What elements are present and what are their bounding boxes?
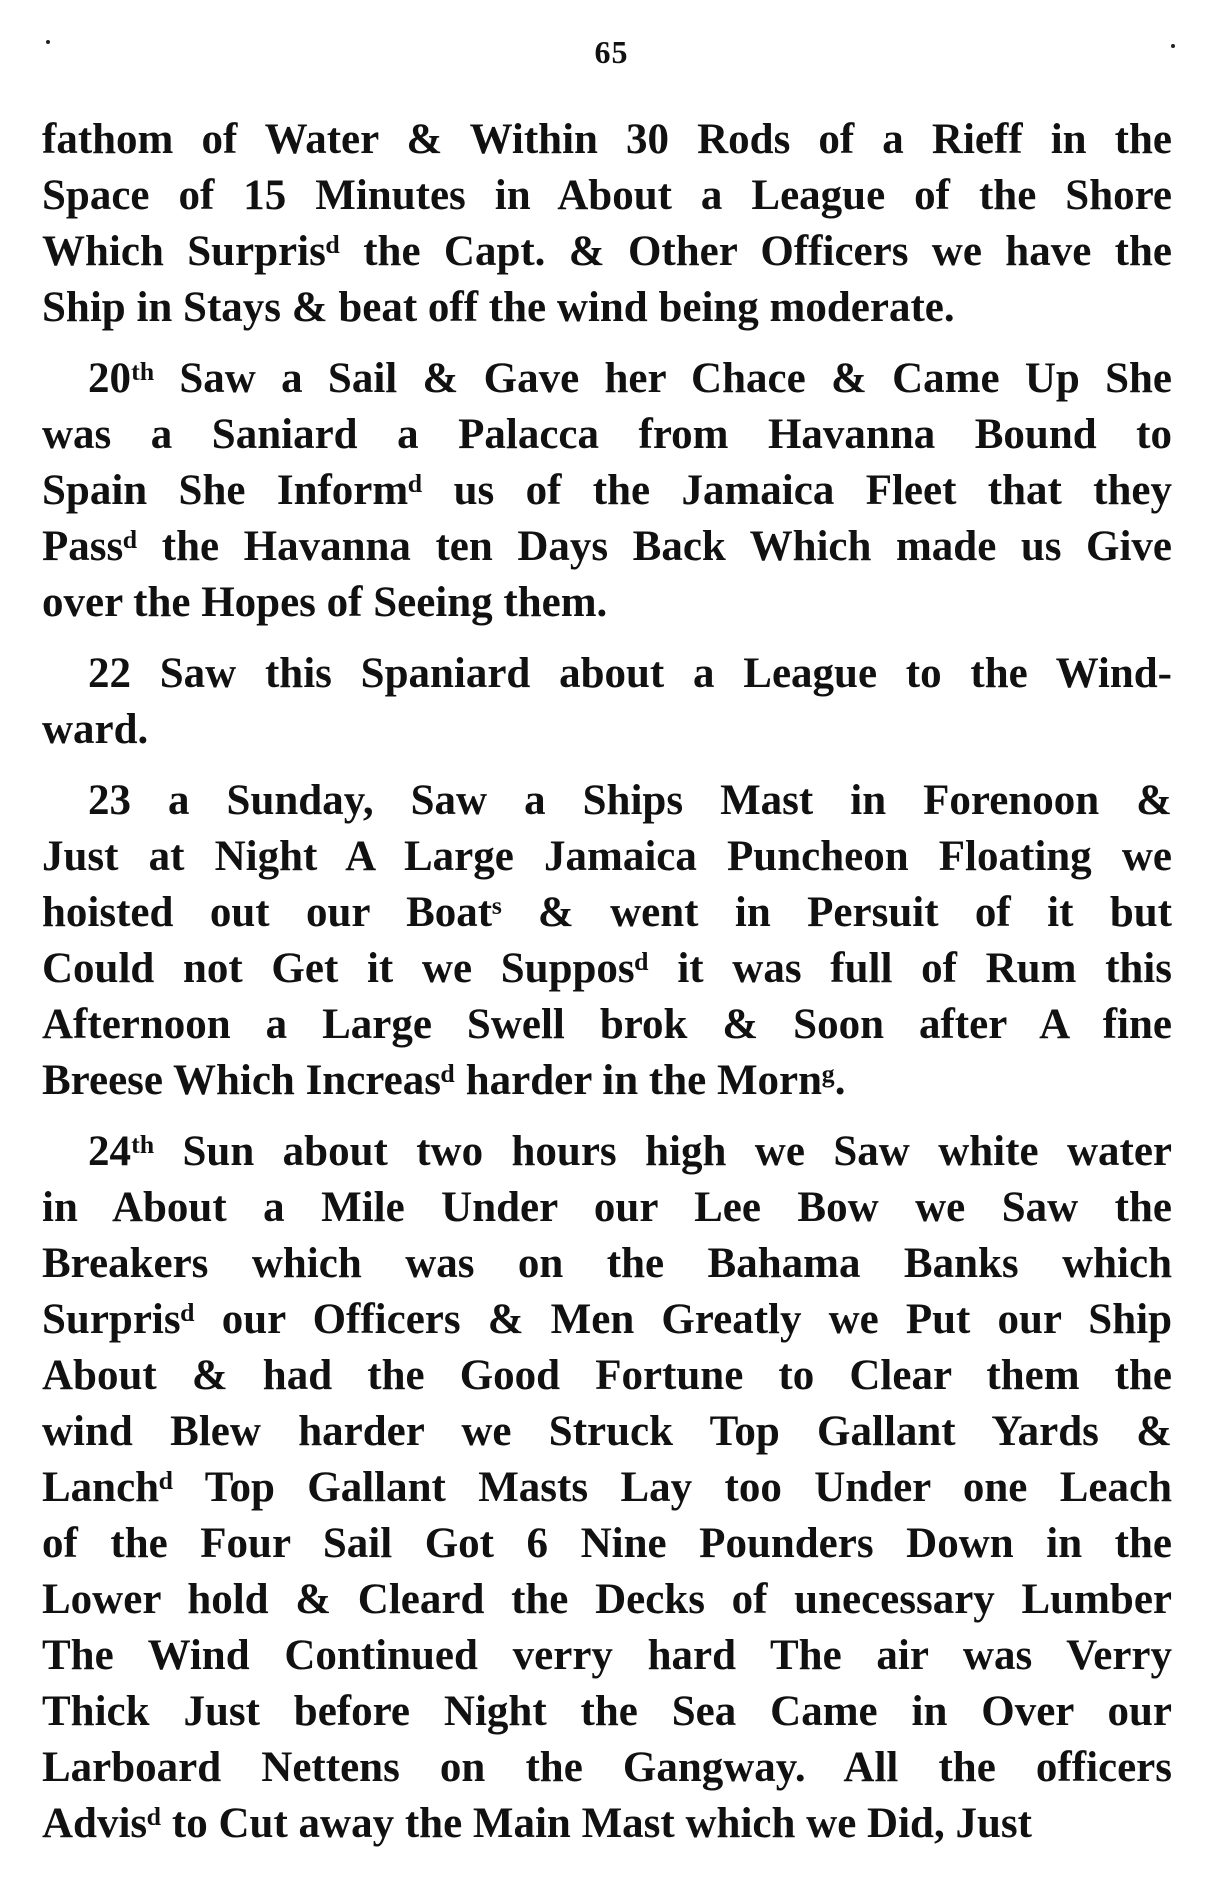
- page-body-text: [42, 112, 1172, 1867]
- text-line: of the Four Sail Got 6 Nine Pounders Down in the: [42, 1520, 1172, 1567]
- paragraph: [42, 351, 1172, 631]
- text-line: 24ᵗʰ Sun about two hours high we Saw white water: [88, 1128, 1172, 1175]
- paragraph: [42, 1124, 1172, 1852]
- text-line: in About a Mile Under our Lee Bow we Saw the: [42, 1184, 1172, 1231]
- text-line: Surprisᵈ our Officers & Men Greatly we Put our Ship: [42, 1296, 1172, 1343]
- text-line: Could not Get it we Supposᵈ it was full of Rum this: [42, 945, 1172, 992]
- text-line: Lanchᵈ Top Gallant Masts Lay too Under one Leach: [42, 1464, 1172, 1511]
- paragraph: [42, 112, 1172, 336]
- text-line: About & had the Good Fortune to Clear them the: [42, 1352, 1172, 1399]
- text-line: 20ᵗʰ Saw a Sail & Gave her Chace & Came Up She: [88, 355, 1172, 402]
- text-line: Which Surprisᵈ the Capt. & Other Officers we have the: [42, 228, 1172, 275]
- text-line: Spain She Informᵈ us of the Jamaica Fleet that they: [42, 467, 1172, 514]
- text-line: The Wind Continued verry hard The air was Verry: [42, 1632, 1172, 1679]
- text-line: Just at Night A Large Jamaica Puncheon Floating we: [42, 833, 1172, 880]
- text-line: over the Hopes of Seeing them.: [42, 579, 608, 626]
- text-line: 22 Saw this Spaniard about a League to the Wind-: [88, 650, 1172, 697]
- text-line: Thick Just before Night the Sea Came in Over our: [42, 1688, 1172, 1735]
- text-line: Breakers which was on the Bahama Banks which: [42, 1240, 1172, 1287]
- paragraph: [42, 773, 1172, 1109]
- text-line: Larboard Nettens on the Gangway. All the officers: [42, 1744, 1172, 1791]
- text-line: wind Blew harder we Struck Top Gallant Yards &: [42, 1408, 1172, 1455]
- text-line: hoisted out our Boatˢ & went in Persuit of it but: [42, 889, 1172, 936]
- text-line: was a Saniard a Palacca from Havanna Bound to: [42, 411, 1172, 458]
- text-line: Breese Which Increasᵈ harder in the Mornᵍ.: [42, 1057, 846, 1104]
- page-number: 65: [594, 34, 629, 70]
- text-line: Passᵈ the Havanna ten Days Back Which made us Give: [42, 523, 1172, 570]
- text-line: Afternoon a Large Swell brok & Soon after A fine: [42, 1001, 1172, 1048]
- text-line: fathom of Water & Within 30 Rods of a Rieff in the: [42, 116, 1172, 163]
- text-line: Ship in Stays & beat off the wind being moderate.: [42, 284, 955, 331]
- paragraph: [42, 646, 1172, 758]
- text-line: Advisᵈ to Cut away the Main Mast which we Did, Just: [42, 1800, 1032, 1847]
- text-line: Lower hold & Cleard the Decks of unecessary Lumber: [42, 1576, 1172, 1623]
- text-line: Space of 15 Minutes in About a League of the Shore: [42, 172, 1172, 219]
- text-line: ward.: [42, 706, 149, 753]
- text-line: 23 a Sunday, Saw a Ships Mast in Forenoon &: [88, 777, 1172, 824]
